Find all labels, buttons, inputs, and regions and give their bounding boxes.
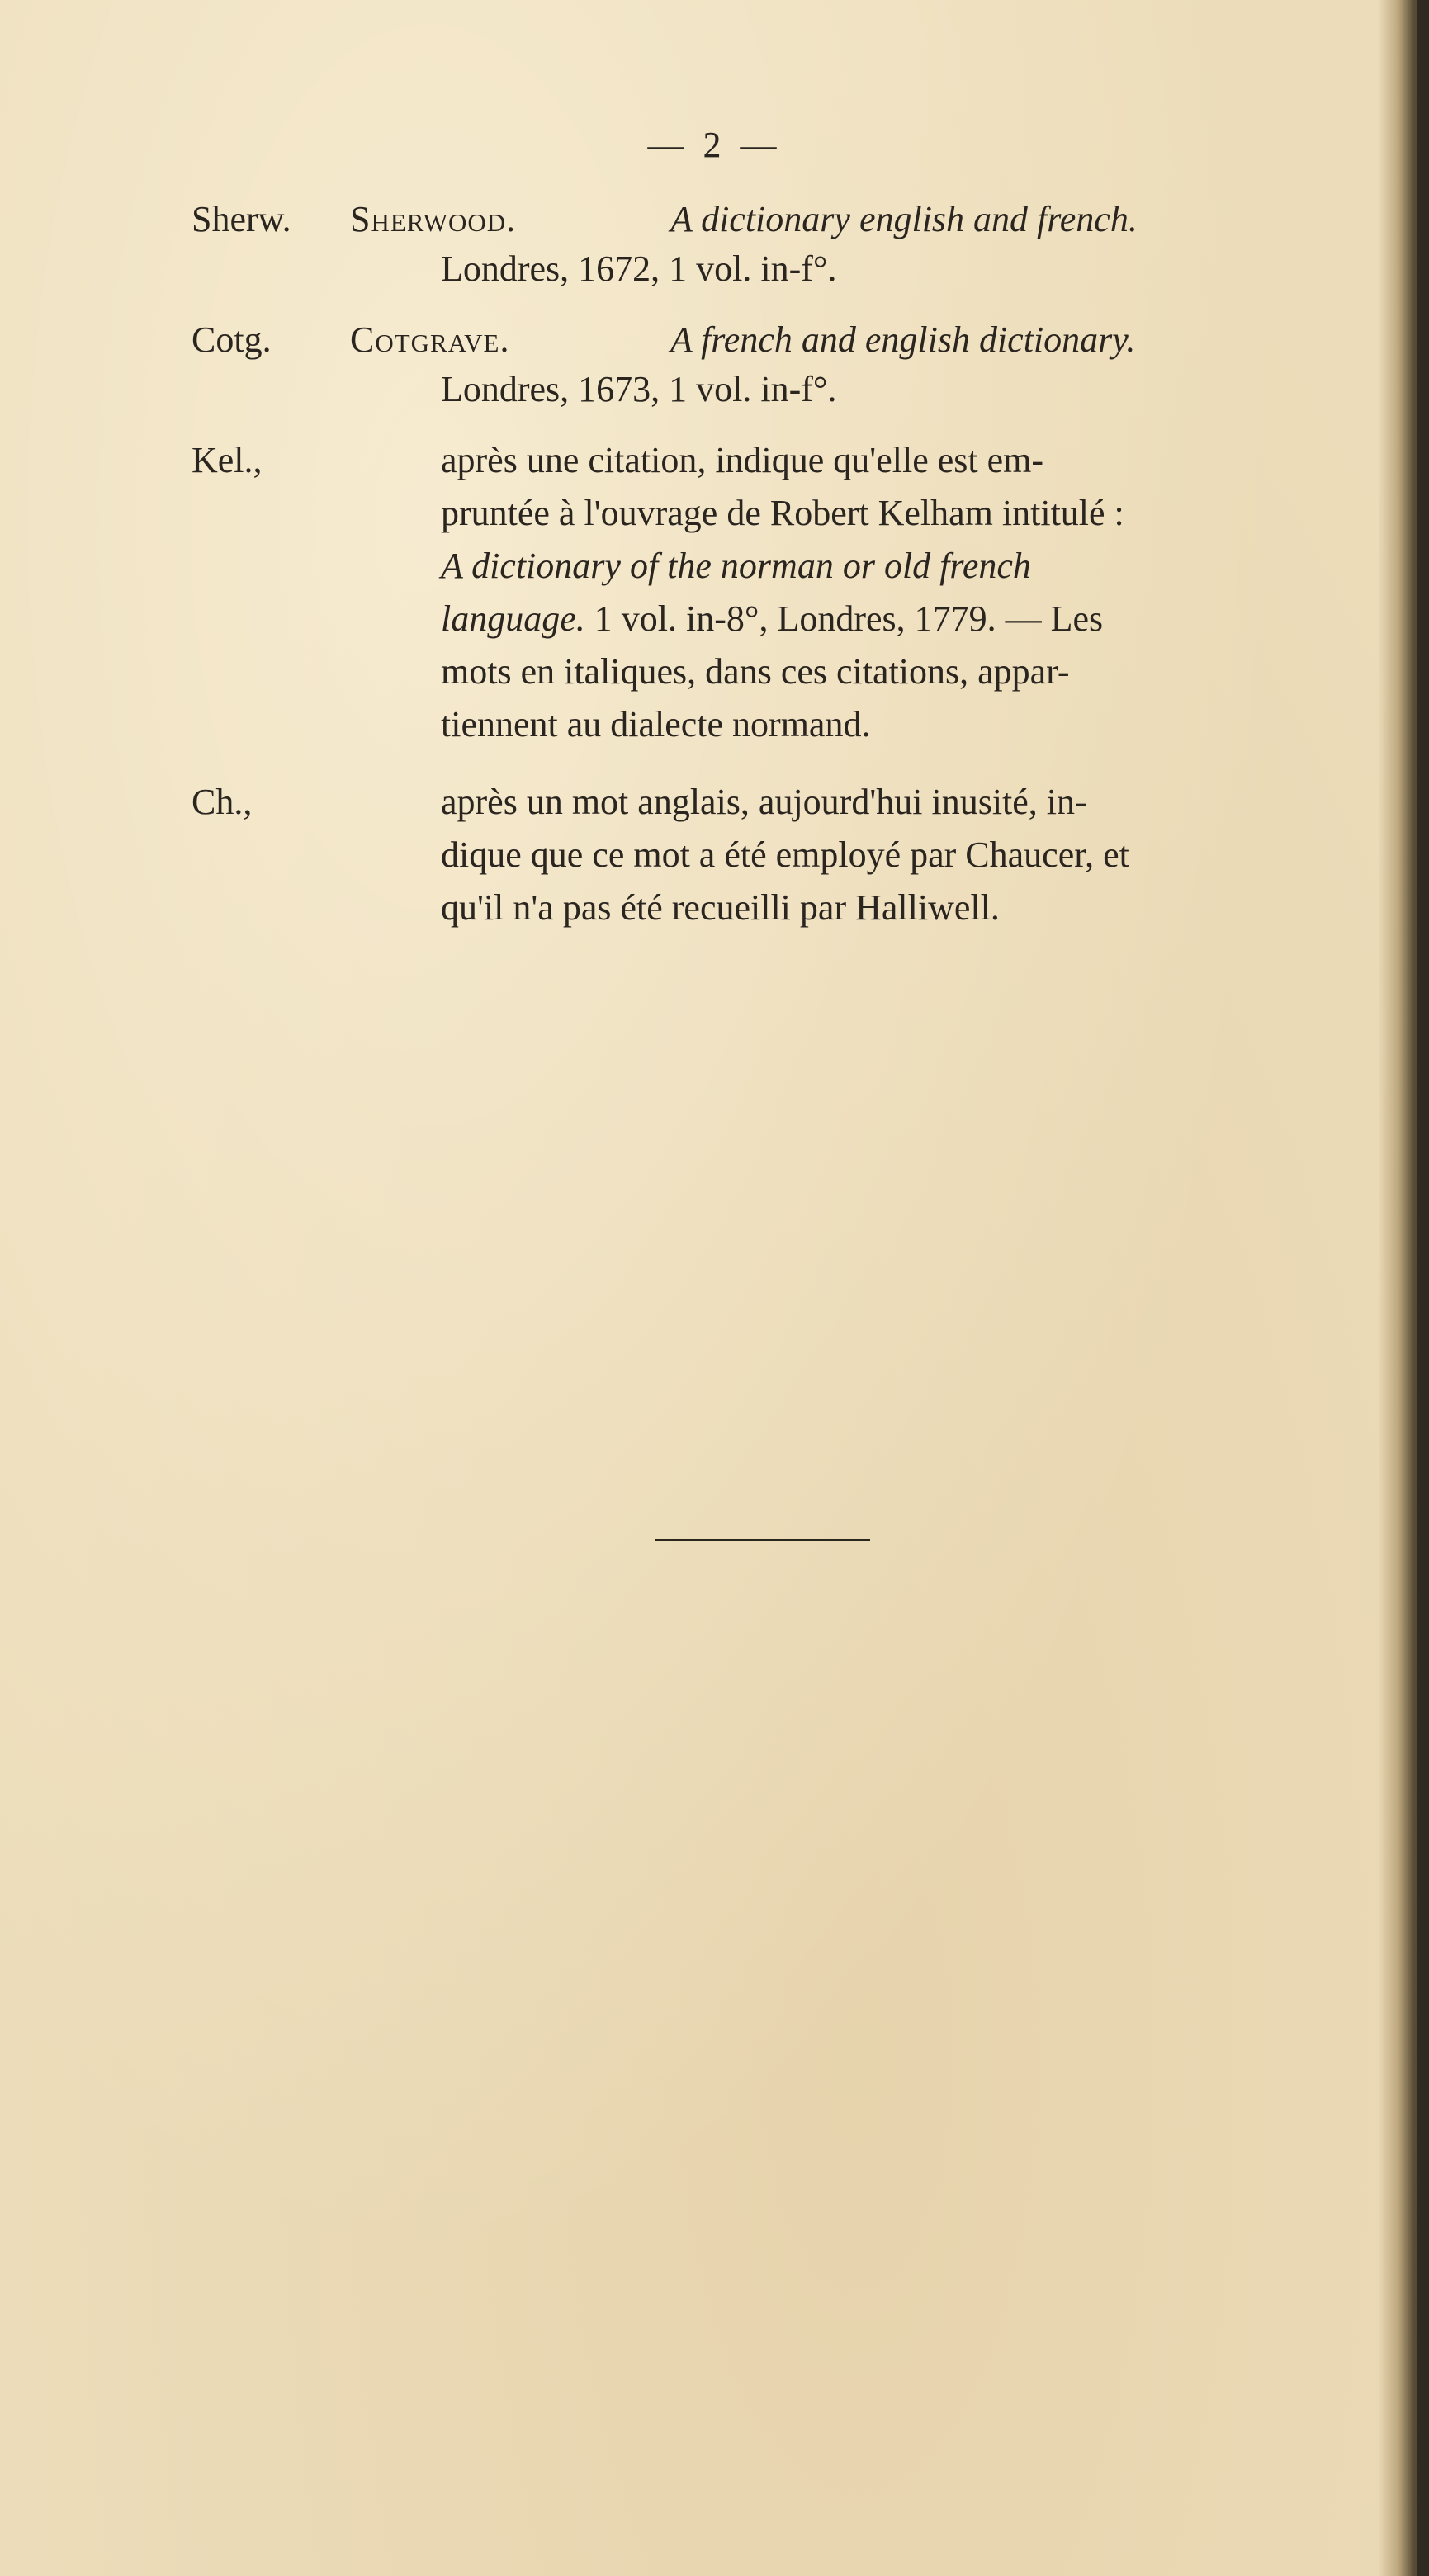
entry-line: dique que ce mot a été employé par Chaucer, et [441,834,1129,875]
entry-line: Londres, 1673, 1 vol. in-f°. [441,369,837,409]
entry-abbreviation: Kel., [192,440,263,480]
work-title: A french and english dictionary. [670,319,1136,360]
entry-abbreviation: Sherw. [192,199,291,239]
entry-line [441,598,1103,640]
entry-line-text: 1 vol. in-8°, Londres, 1779. — Les [584,598,1104,639]
entry-abbreviation: Ch., [192,782,253,822]
entry-abbreviation: Cotg. [192,319,272,360]
entry-line [350,319,509,361]
entry-line: après une citation, indique qu'elle est em- [441,440,1044,480]
entry-line: pruntée à l'ouvrage de Robert Kelham intitulé : [441,493,1124,533]
author-name: Cotgrave. [350,319,510,360]
entry-line: qu'il n'a pas été recueilli par Halliwell. [441,887,1000,928]
entry-line: tiennent au dialecte normand. [441,704,871,744]
work-title: A dictionary english and french. [670,199,1138,239]
work-title: language. [441,598,585,639]
author-name: Sherwood. [350,199,517,239]
book-spine-edge [1417,0,1429,2576]
work-title: A dictionary of the norman or old french [441,546,1031,586]
section-divider-rule [655,1539,870,1541]
entry-line: Londres, 1672, 1 vol. in-f°. [441,248,837,289]
entry-line [350,198,516,240]
entry-line: mots en italiques, dans ces citations, appar- [441,651,1070,692]
entry-line: après un mot anglais, aujourd'hui inusité, in- [441,782,1087,822]
page-number: — 2 — [647,125,782,165]
